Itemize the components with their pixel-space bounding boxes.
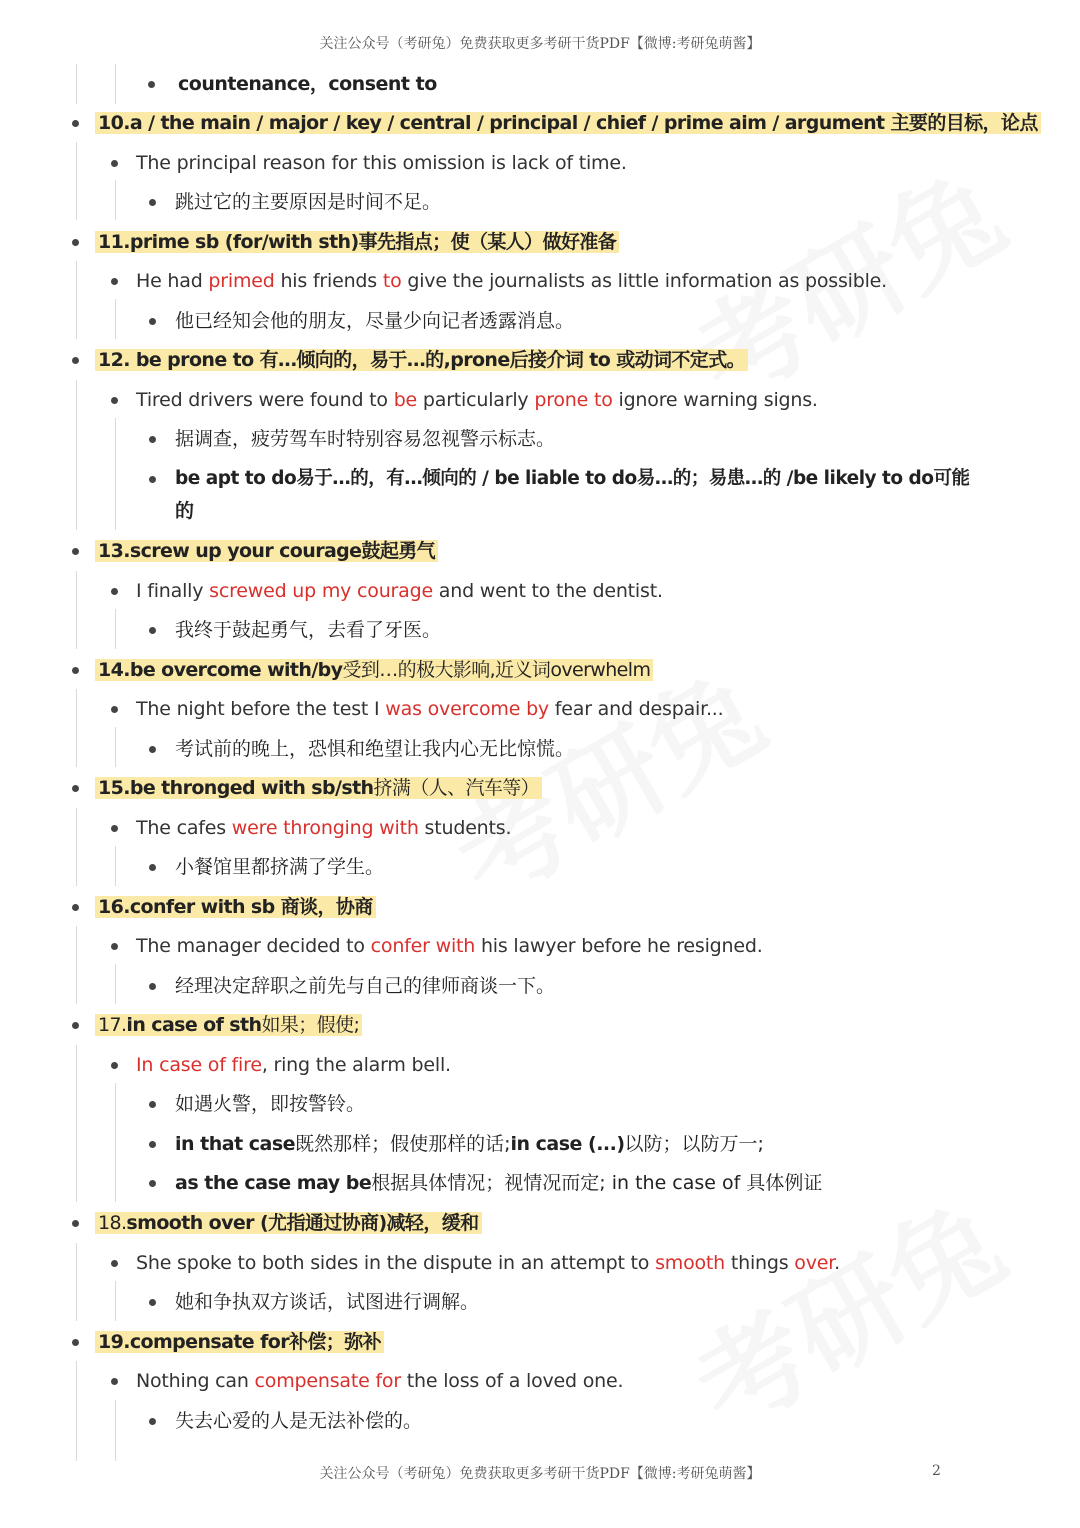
outline-guide xyxy=(115,727,116,767)
example-sentence: Nothing can compensate for the loss of a loved one. xyxy=(136,1370,624,1392)
entry-title xyxy=(98,343,748,377)
translation: 考试前的晚上，恐惧和绝望让我内心无比惊慌。 xyxy=(175,738,575,760)
entry-title xyxy=(98,890,376,924)
translation: 失去心爱的人是无法补偿的。 xyxy=(175,1410,423,1432)
highlight-phrase: compensate for xyxy=(254,1370,401,1392)
bullet xyxy=(111,706,118,713)
entry-title-text: 10.a / the main / major / key / central / principal / chief / prime aim / argument 主要的目标，论点 xyxy=(95,112,1041,134)
highlight-phrase: confer with xyxy=(370,935,476,957)
page-header: 关注公众号（考研兔）免费获取更多考研干货PDF【微博:考研兔萌酱】 xyxy=(319,36,761,52)
highlight-phrase: to xyxy=(382,270,402,292)
translation: 小餐馆里都挤满了学生。 xyxy=(175,856,385,878)
bullet xyxy=(72,667,79,674)
translation: 据调查，疲劳驾车时特别容易忽视警示标志。 xyxy=(175,428,556,450)
bullet xyxy=(72,785,79,792)
outline-guide xyxy=(76,1243,77,1321)
entry-title-text: 16.confer with sb 商谈，协商 xyxy=(95,896,376,918)
outline-guide xyxy=(115,180,116,220)
outline-guide xyxy=(115,1083,116,1202)
bullet xyxy=(111,278,118,285)
bullet xyxy=(149,864,156,871)
outline-guide xyxy=(76,926,77,1004)
bullet xyxy=(149,318,156,325)
outline-guide xyxy=(115,964,116,1004)
bullet xyxy=(72,1220,79,1227)
outline-guide xyxy=(76,689,77,767)
bullet xyxy=(149,1418,156,1425)
note-continued: 的 xyxy=(175,500,195,522)
bullet xyxy=(149,476,156,483)
bullet xyxy=(111,588,118,595)
outline-guide xyxy=(115,299,116,339)
outline-guide xyxy=(76,261,77,339)
entry-title xyxy=(98,771,542,805)
highlight-phrase: In case of fire xyxy=(136,1054,262,1076)
bullet xyxy=(111,397,118,404)
entry-title-text: 18.smooth over (尤指通过协商)减轻，缓和 xyxy=(95,1212,482,1234)
entry-title xyxy=(98,653,653,687)
outline-guide xyxy=(76,1361,77,1461)
list-item: countenance，consent to xyxy=(178,73,437,95)
bullet xyxy=(111,1378,118,1385)
highlight-phrase: prone to xyxy=(534,389,613,411)
entry-title xyxy=(98,1206,482,1240)
entry-title-text: 12. be prone to 有…倾向的，易于…的,prone后接介词 to 或动词不定式。 xyxy=(95,349,748,371)
bullet xyxy=(72,904,79,911)
example-sentence: The cafes were thronging with students. xyxy=(136,817,512,839)
example-sentence: The manager decided to confer with his lawyer before he resigned. xyxy=(136,935,763,957)
entry-title-text: 17.in case of sth如果；假使; xyxy=(95,1014,362,1036)
note: as the case may be根据具体情况；视情况而定; in the case of 具体例证 xyxy=(175,1172,823,1194)
outline-guide xyxy=(76,380,77,530)
note: be apt to do易于…的，有…倾向的 / be liable to do易…的；易患…的 /be likely to do可能 xyxy=(175,468,970,489)
example-sentence: She spoke to both sides in the dispute in an attempt to smooth things over. xyxy=(136,1252,840,1274)
example-sentence: The night before the test I was overcome by fear and despair... xyxy=(136,698,724,720)
translation: 我终于鼓起勇气，去看了牙医。 xyxy=(175,619,442,641)
bullet xyxy=(149,983,156,990)
translation: 她和争执双方谈话，试图进行调解。 xyxy=(175,1291,480,1313)
bullet xyxy=(149,1180,156,1187)
translation: 如遇火警，即按警铃。 xyxy=(175,1093,366,1115)
example-sentence: I finally screwed up my courage and went to the dentist. xyxy=(136,580,663,602)
outline-guide xyxy=(76,808,77,886)
entry-title-text: 13.screw up your courage鼓起勇气 xyxy=(95,540,438,562)
outline-guide xyxy=(115,846,116,886)
highlight-phrase: be xyxy=(393,389,418,411)
outline-guide xyxy=(76,1045,77,1202)
entry-title xyxy=(98,106,1041,140)
page-number: 2 xyxy=(932,1463,941,1479)
bullet xyxy=(149,627,156,634)
outline-guide xyxy=(115,64,116,104)
bullet xyxy=(72,239,79,246)
bullet xyxy=(111,1062,118,1069)
entry-title-text: 15.be thronged with sb/sth挤满（人、汽车等） xyxy=(95,777,542,799)
outline-guide xyxy=(115,1281,116,1321)
entry-title-text: 14.be overcome with/by受到…的极大影响,近义词overwhelm xyxy=(95,659,653,681)
example-sentence: In case of fire, ring the alarm bell. xyxy=(136,1054,451,1076)
bullet xyxy=(149,746,156,753)
entry-title xyxy=(98,534,438,568)
entry-title xyxy=(98,1325,384,1359)
highlight-phrase: were thronging with xyxy=(231,817,419,839)
outline-guide xyxy=(115,1400,116,1461)
watermark xyxy=(663,1158,1028,1460)
bullet xyxy=(149,1299,156,1306)
bullet xyxy=(72,120,79,127)
example-sentence: Tired drivers were found to be particularly prone to ignore warning signs. xyxy=(136,389,818,411)
outline-guide xyxy=(76,64,77,104)
bullet xyxy=(111,825,118,832)
bullet xyxy=(149,1141,156,1148)
bullet xyxy=(148,81,155,88)
translation: 跳过它的主要原因是时间不足。 xyxy=(175,191,442,213)
translation: 经理决定辞职之前先与自己的律师商谈一下。 xyxy=(175,975,556,997)
outline-guide xyxy=(115,609,116,649)
example-sentence: He had primed his friends to give the journalists as little information as possible. xyxy=(136,270,888,292)
bullet xyxy=(72,548,79,555)
highlight-phrase: primed xyxy=(208,270,275,292)
entry-title-text: 19.compensate for补偿；弥补 xyxy=(95,1331,384,1353)
bullet xyxy=(149,199,156,206)
bullet xyxy=(72,357,79,364)
note: in that case既然那样；假使那样的话;in case (...)以防；以防万一; xyxy=(175,1133,764,1155)
bullet xyxy=(72,1339,79,1346)
entry-title-text: 11.prime sb (for/with sth)事先指点；使（某人）做好准备 xyxy=(95,231,619,253)
outline-guide xyxy=(76,571,77,649)
highlight-phrase: smooth xyxy=(655,1252,726,1274)
highlight-phrase: was overcome by xyxy=(385,698,549,720)
entry-title xyxy=(98,225,619,259)
bullet xyxy=(111,943,118,950)
bullet xyxy=(72,1022,79,1029)
outline-guide xyxy=(115,418,116,530)
outline-guide xyxy=(76,142,77,220)
bullet xyxy=(111,160,118,167)
page-footer: 关注公众号（考研兔）免费获取更多考研干货PDF【微博:考研兔萌酱】 xyxy=(319,1466,761,1482)
example-sentence: The principal reason for this omission is lack of time. xyxy=(136,152,627,174)
highlight-phrase: over xyxy=(794,1252,835,1274)
highlight-phrase: screwed up my courage xyxy=(209,580,433,602)
bullet xyxy=(111,1260,118,1267)
bullet xyxy=(149,1101,156,1108)
bullet xyxy=(149,436,156,443)
translation: 他已经知会他的朋友，尽量少向记者透露消息。 xyxy=(175,310,575,332)
entry-title xyxy=(98,1008,362,1042)
